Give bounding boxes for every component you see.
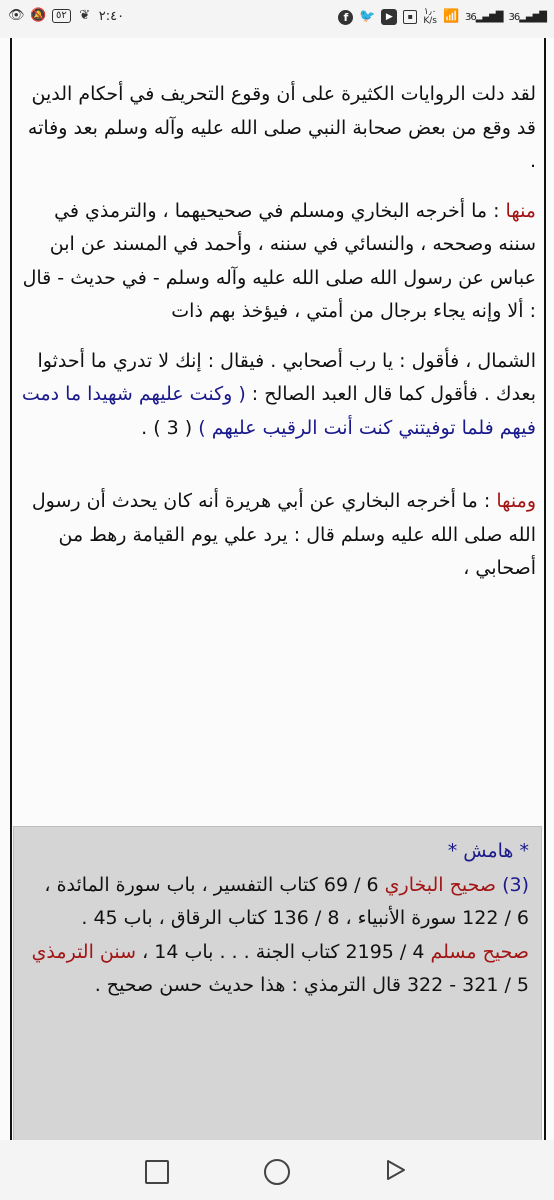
paragraph-3-label: ومنها bbox=[496, 490, 536, 512]
signal-icon-1: 36▂▄▆█ bbox=[465, 11, 503, 23]
footnote-3-text: 6 / 69 كتاب التفسير ، باب سورة المائدة ، 6 / 122 سورة الأنبياء ، 8 / 136 كتاب الرقاق ، باب 45 . bbox=[44, 873, 529, 929]
paragraph-1-label: منها bbox=[505, 199, 536, 222]
footnote-3b-source: صحيح مسلم bbox=[430, 940, 529, 963]
footnote-3 bbox=[28, 869, 529, 936]
paragraph-2 bbox=[18, 345, 536, 446]
article-body bbox=[18, 78, 536, 586]
intro-paragraph: لقد دلت الروايات الكثيرة على أن وقوع التحريف في أحكام الدين قد وقع من بعض صحابة النبي صلى الله عليه وآله وسلم بعد وفاته . bbox=[27, 83, 536, 172]
play-icon: ▶ bbox=[381, 9, 397, 25]
facebook-icon: f bbox=[338, 10, 353, 25]
footnote-content bbox=[28, 835, 529, 1003]
signal-icon-2: 36▂▄▆█ bbox=[508, 11, 546, 23]
quran-verse: ( وكنت عليهم شهيدا ما دمت فيهم فلما توفيتني كنت أنت الرقيب عليهم ) bbox=[21, 383, 536, 439]
footnote-3-marker: (3) bbox=[502, 873, 529, 896]
leaf-icon: ❦ bbox=[79, 8, 91, 23]
footnote-box bbox=[13, 826, 542, 1140]
mute-icon: 🔕 bbox=[30, 8, 47, 23]
back-triangle-icon bbox=[384, 1158, 408, 1182]
footnote-3b-text: 4 / 2195 كتاب الجنة . . . باب 14 ، bbox=[136, 940, 431, 963]
twitter-icon: 🐦 bbox=[359, 9, 376, 24]
footnote-title: * هامش * bbox=[447, 840, 529, 862]
image-icon: ▪ bbox=[403, 10, 417, 24]
network-speed-unit: K/s bbox=[423, 16, 437, 26]
eye-icon: 👁 bbox=[8, 8, 25, 23]
paragraph-3-text: : ما أخرجه البخاري عن أبي هريرة أنه كان يحدث أن رسول الله صلى الله عليه وسلم قال : يرد علي يوم القيامة رهط من أصحابي ، bbox=[31, 490, 536, 579]
footnote-3c-source: سنن الترمذي bbox=[31, 940, 137, 963]
footnote-3-continued bbox=[28, 936, 529, 1003]
reader-page[interactable] bbox=[0, 38, 554, 1140]
status-right-group bbox=[338, 8, 546, 26]
paragraph-2-text: الشمال ، فأقول : يا رب أصحابي . فيقال : إنك لا تدري ما أحدثوا بعدك . فأقول كما قال العبد الصالح : bbox=[37, 349, 536, 405]
battery-indicator: ٥٢ bbox=[52, 9, 71, 23]
status-left-group bbox=[8, 8, 124, 24]
footnote-reference[interactable]: ( 3 ) . bbox=[141, 416, 199, 439]
footnote-3-source: صحيح البخاري bbox=[384, 873, 503, 896]
paragraph-1 bbox=[18, 195, 536, 329]
home-button[interactable] bbox=[264, 1159, 290, 1185]
network-speed-value: ١٫٠ bbox=[423, 7, 437, 17]
paragraph-3 bbox=[18, 485, 536, 586]
network-speed bbox=[423, 8, 437, 26]
navigation-bar bbox=[0, 1140, 554, 1200]
back-button[interactable] bbox=[384, 1158, 410, 1184]
recents-button[interactable] bbox=[145, 1160, 169, 1184]
footnote-3c-text: 5 / 321 - 322 قال الترمذي : هذا حديث حسن صحيح . bbox=[94, 974, 529, 996]
wifi-icon: 📶 bbox=[443, 9, 460, 24]
status-bar bbox=[0, 0, 554, 38]
paragraph-1-text: : ما أخرجه البخاري ومسلم في صحيحيهما ، والترمذي في سننه وصححه ، والنسائي في سننه ، وأحمد في المسند عن ابن عباس عن رسول الله صلى الله عليه وآله وسلم - في حديث - قال : ألا وإنه يجاء برجال من أمتي ، فيؤخذ بهم ذات bbox=[22, 199, 536, 322]
clock: ٢:٤٠ bbox=[98, 8, 125, 24]
